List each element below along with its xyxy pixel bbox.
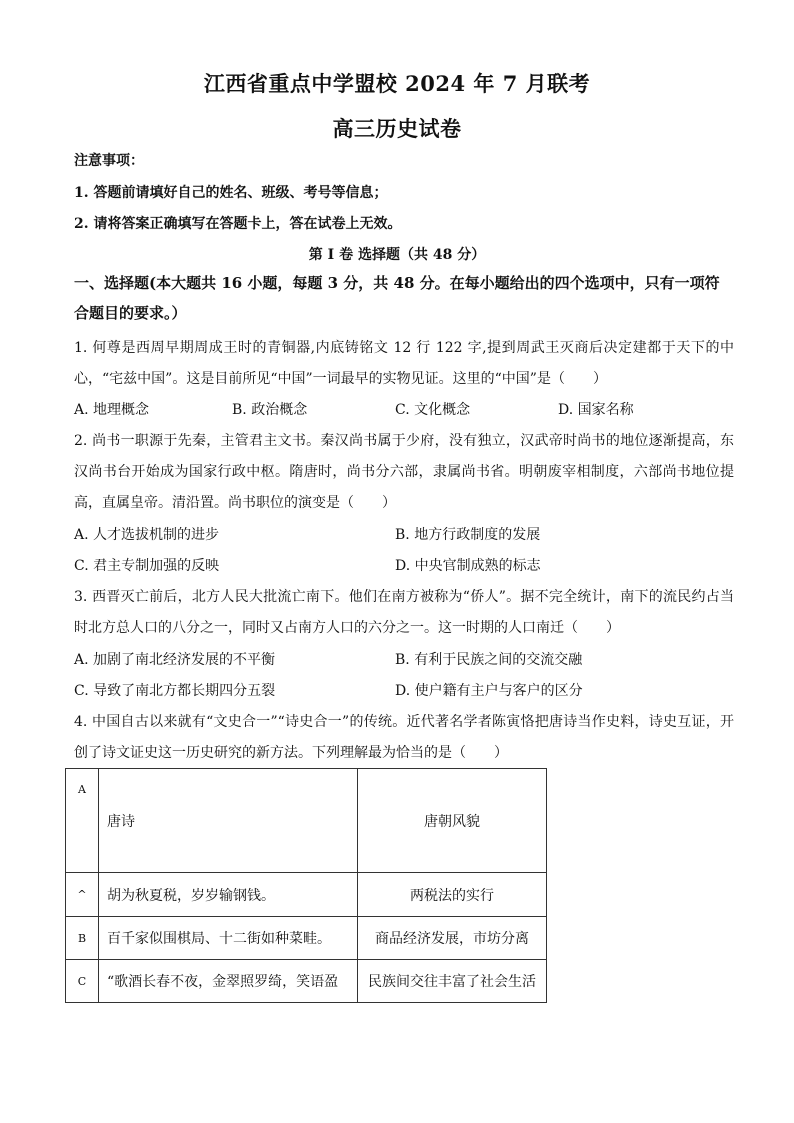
option-d[interactable]: D. 中央官制成熟的标志 — [395, 558, 541, 574]
option-d[interactable]: D. 国家名称 — [558, 402, 634, 418]
table-cell: 胡为秋夏税，岁岁输钢钱。 — [99, 873, 358, 917]
table-row — [66, 917, 547, 960]
question-stem: 1. 何尊是西周早期周成王时的青铜器,内底铸铭文 12 行 122 字,提到周武王灭商后决定建都于天下的中心，“宅兹中国”。这是目前所见“中国”一词最早的实物见证。这里的“中国”是（ ） — [74, 340, 734, 387]
question-1-options — [74, 399, 734, 423]
table-cell: 两税法的实行 — [358, 873, 547, 917]
table-cell: 民族间交往丰富了社会生活 — [358, 960, 547, 1003]
question-2 — [74, 426, 734, 519]
section-instruction: 一、选择题(本大题共 16 小题，每题 3 分，共 48 分。在每小题给出的四个选项中，只有一项符合题目的要求。） — [74, 274, 720, 322]
question-stem: 4. 中国自古以来就有“文史合一”“诗史合一”的传统。近代著名学者陈寅恪把唐诗当作史料，诗史互证，开创了诗文证史这一历史研究的新方法。下列理解最为恰当的是（ ） — [74, 714, 734, 761]
option-a[interactable]: A. 加剧了南北经济发展的不平衡 — [74, 652, 276, 668]
notice-item-1: 1. 答题前请填好自己的姓名、班级、考号等信息； — [74, 185, 388, 201]
table-cell: 唐诗 — [99, 769, 358, 873]
table-row — [66, 873, 547, 917]
table-header-row — [66, 769, 547, 873]
option-c[interactable]: C. 导致了南北方都长期四分五裂 — [74, 683, 276, 699]
option-c[interactable]: C. 文化概念 — [395, 402, 471, 418]
table-row — [66, 960, 547, 1003]
exam-subtitle: 高三历史试卷 — [332, 116, 462, 141]
table-cell: 百千家似围棋局、十二街如种菜畦。 — [99, 917, 358, 960]
section-title: 第 I 卷 选择题（共 48 分） — [308, 247, 486, 263]
option-b[interactable]: B. 有利于民族之间的交流交融 — [395, 652, 583, 668]
question-stem: 2. 尚书一职源于先秦，主管君主文书。秦汉尚书属于少府，没有独立，汉武帝时尚书的地位逐渐提高，东汉尚书台开始成为国家行政中枢。隋唐时，尚书分六部，隶属尚书省。明朝废宰相制度，六部尚书地位提高，直属皇帝。清沿置。尚书职位的演变是（ ） — [74, 433, 734, 511]
table-cell: 商品经济发展，市坊分离 — [358, 917, 547, 960]
exam-title: 江西省重点中学盟校 2024 年 7 月联考 — [203, 71, 591, 96]
notice-item-2: 2. 请将答案正确填写在答题卡上，答在试卷上无效。 — [74, 216, 402, 232]
question-3-options-row-1 — [74, 649, 734, 673]
option-a[interactable]: A. 地理概念 — [74, 402, 150, 418]
table-cell: B — [66, 917, 99, 960]
option-a[interactable]: A. 人才选拔机制的进步 — [74, 527, 220, 543]
option-c[interactable]: C. 君主专制加强的反映 — [74, 558, 220, 574]
question-3 — [74, 582, 734, 644]
option-b[interactable]: B. 地方行政制度的发展 — [395, 527, 541, 543]
question-3-options-row-2 — [74, 680, 734, 704]
notice-heading: 注意事项： — [74, 153, 144, 169]
table-cell: C — [66, 960, 99, 1003]
question-2-options-row-2 — [74, 555, 734, 579]
table-cell: 唐朝风貌 — [358, 769, 547, 873]
table-cell: A — [66, 769, 99, 873]
option-b[interactable]: B. 政治概念 — [232, 402, 308, 418]
table-cell: “歌酒长春不夜，金翠照罗绮，笑语盈 — [99, 960, 358, 1003]
question-stem: 3. 西晋灭亡前后，北方人民大批流亡南下。他们在南方被称为“侨人”。据不完全统计，南下的流民约占当时北方总人口的八分之一，同时又占南方人口的六分之一。这一时期的人口南迁（ ） — [74, 589, 734, 636]
option-d[interactable]: D. 使户籍有主户与客户的区分 — [395, 683, 583, 699]
question-4 — [74, 707, 734, 769]
question-4-table — [65, 768, 547, 1003]
table-cell: ^ — [66, 873, 99, 917]
question-1 — [74, 333, 734, 395]
question-2-options-row-1 — [74, 524, 734, 548]
